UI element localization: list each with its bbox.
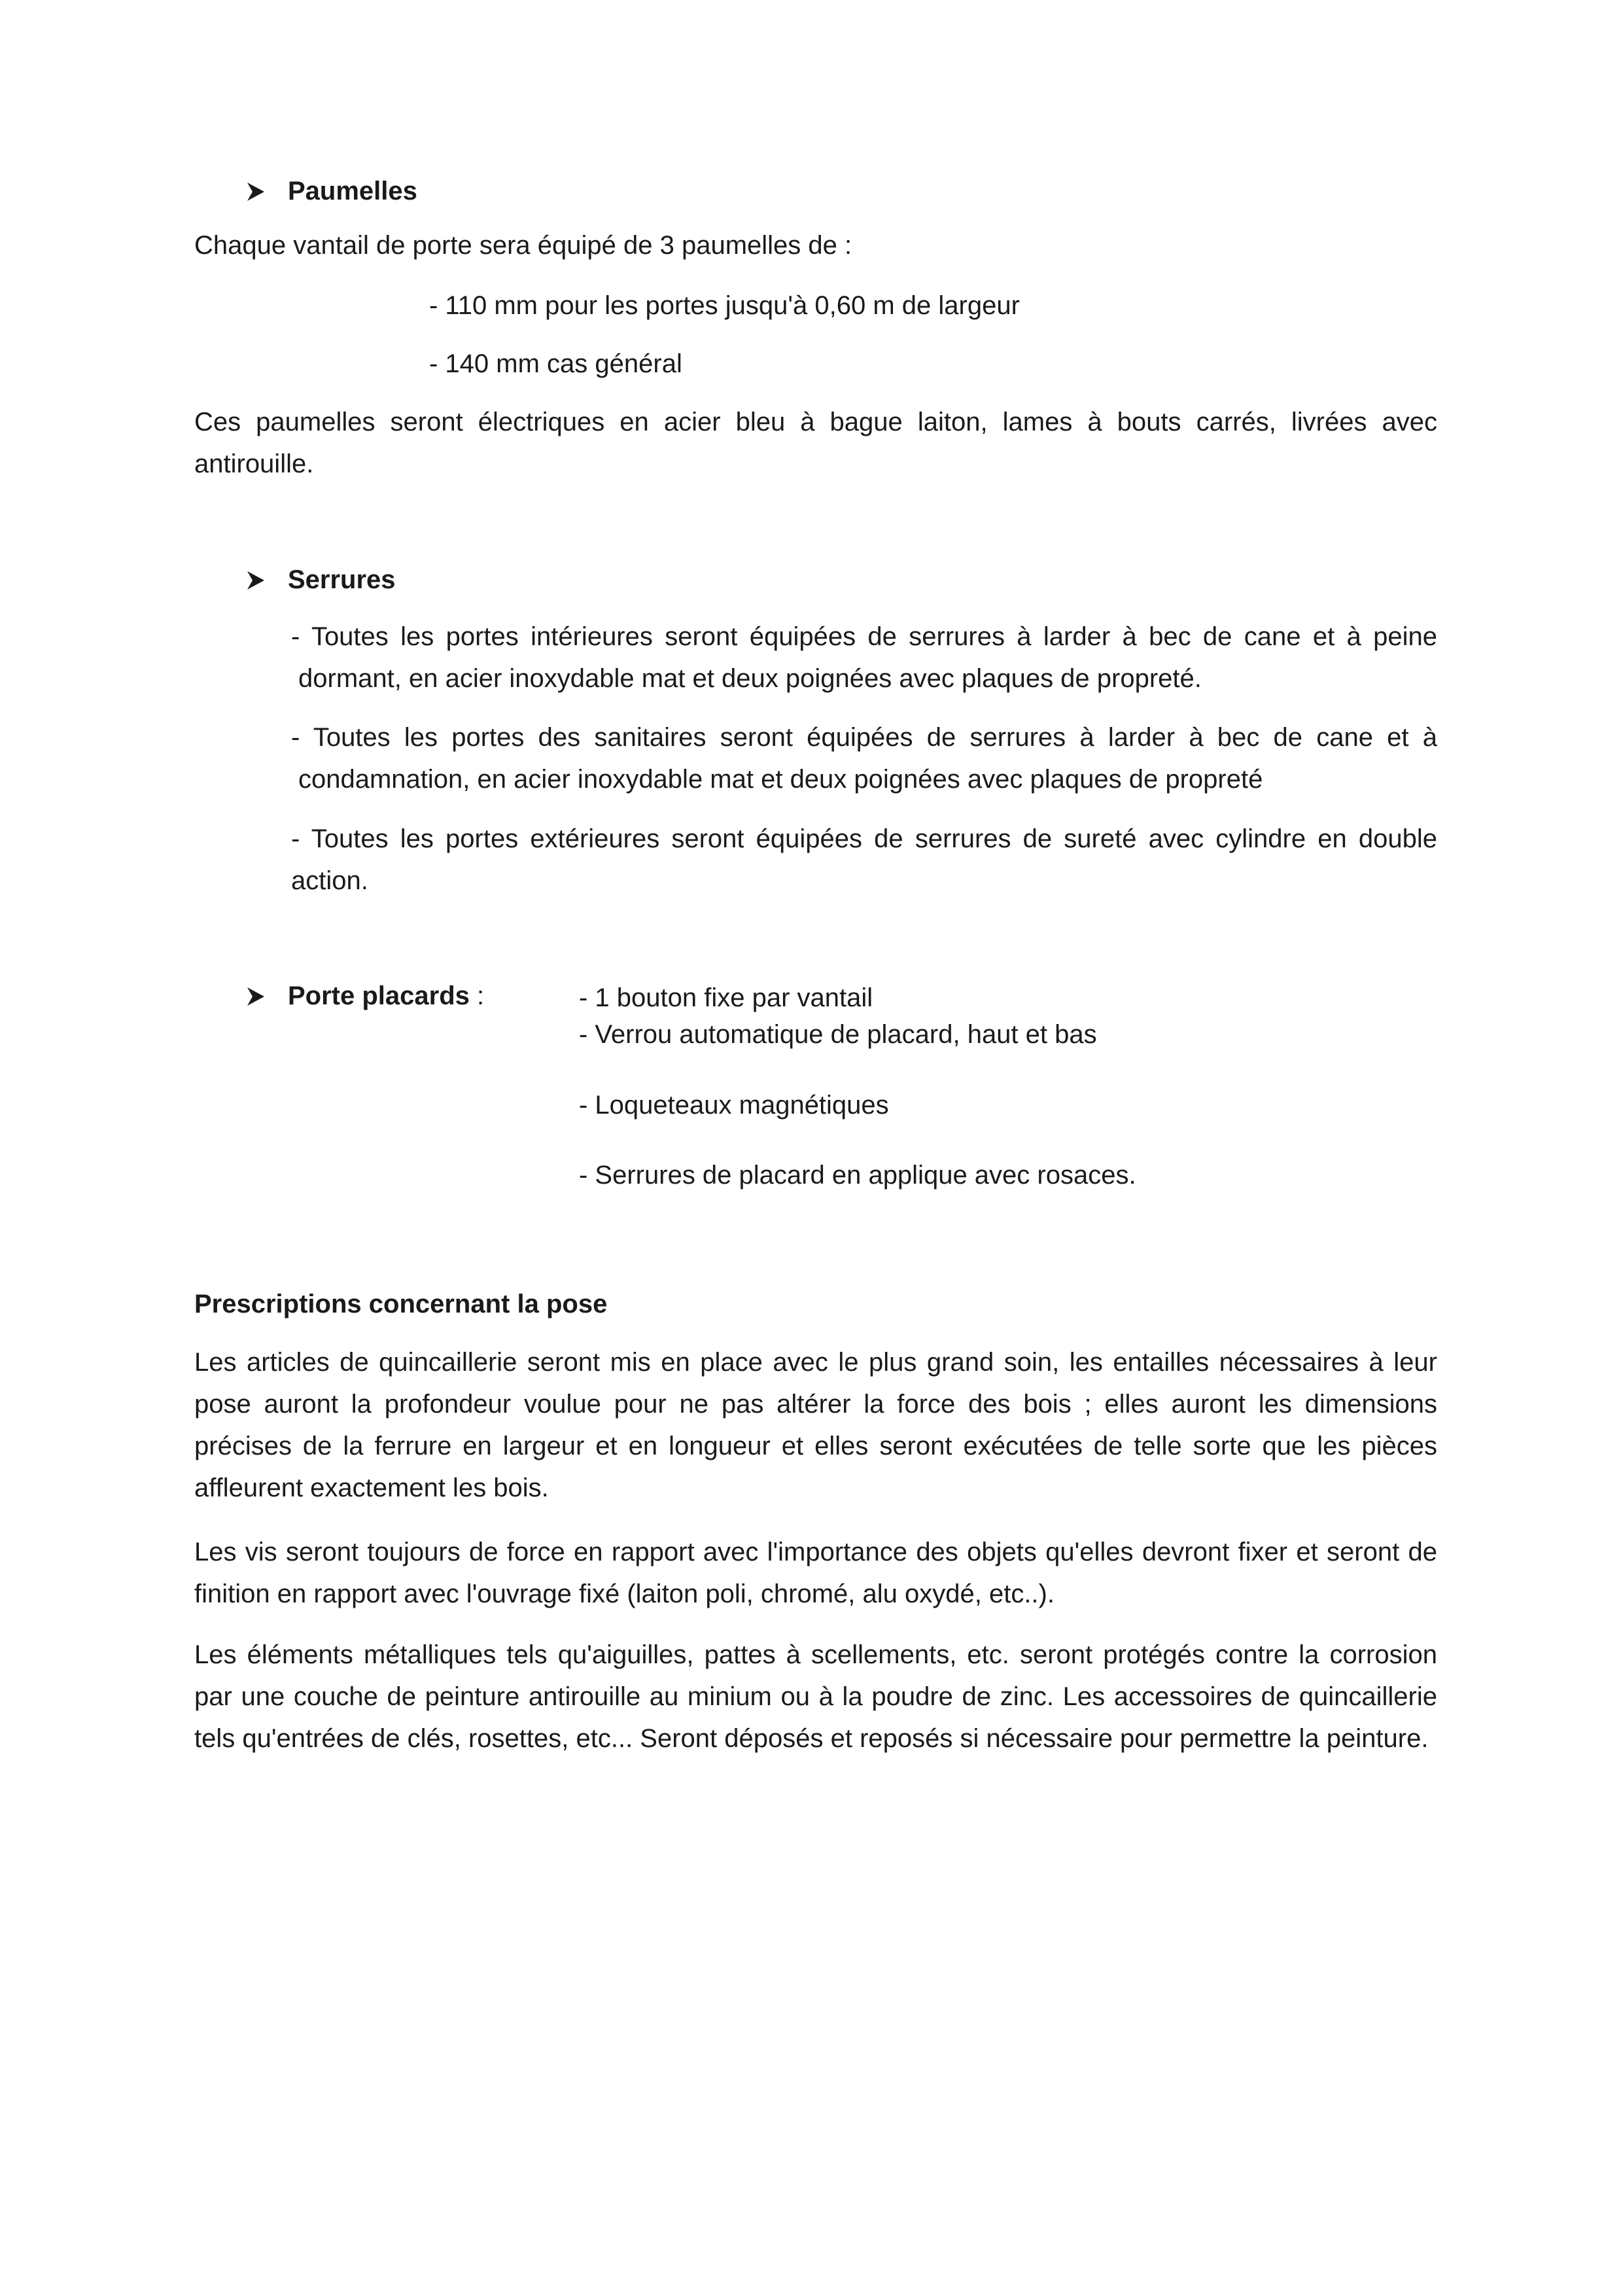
porte-placards-item-2: - Verrou automatique de placard, haut et bas <box>579 1020 1097 1049</box>
prescriptions-heading: Prescriptions concernant la pose <box>194 1290 608 1318</box>
porte-placards-item-4: - Serrures de placard en applique avec rosaces. <box>579 1161 1136 1190</box>
serrures-item-3-line-1: - Toutes les portes extérieures seront équipées de serrures de sureté avec cylindre en double <box>291 824 1437 853</box>
serrures-item-1-line-2: dormant, en acier inoxydable mat et deux poignées avec plaques de propreté. <box>298 664 1202 693</box>
serrures-heading: Serrures <box>288 565 396 594</box>
arrowhead-bullet-icon <box>246 570 266 591</box>
prescriptions-paragraph-2: Les vis seront toujours de force en rapport avec l'importance des objets qu'elles devront fixer et seront de finition en rapport avec l'ouvrage fixé (laiton poli, chromé, alu oxydé, etc..). <box>194 1538 1437 1608</box>
porte-placards-heading-row <box>246 981 484 1011</box>
porte-placards-heading: Porte placards <box>288 981 470 1010</box>
porte-placards-colon: : <box>469 981 485 1010</box>
paumelles-desc-line-2: antirouille. <box>194 450 314 478</box>
paumelles-item-2: - 140 mm cas général <box>429 349 682 378</box>
paumelles-item-1: - 110 mm pour les portes jusqu'à 0,60 m de largeur <box>429 291 1020 320</box>
serrures-item-1-line-1: - Toutes les portes intérieures seront équipées de serrures à larder à bec de cane et à peine <box>291 622 1437 651</box>
serrures-item-2-line-1: - Toutes les portes des sanitaires seront équipées de serrures à larder à bec de cane et à <box>291 723 1437 752</box>
paumelles-desc-line-1: Ces paumelles seront électriques en acier bleu à bague laiton, lames à bouts carrés, livrées avec <box>194 408 1437 436</box>
prescriptions-paragraph-3: Les éléments métalliques tels qu'aiguilles, pattes à scellements, etc. seront protégés contre la corrosion par une couche de peinture antirouille au minium ou à la poudre de zinc. Les accessoires de quincaillerie tels qu'entrées de clés, rosettes, etc... Seront déposés et reposés si nécessaire pour permettre la peinture. <box>194 1640 1437 1753</box>
arrowhead-bullet-icon <box>246 986 266 1007</box>
porte-placards-item-3: - Loqueteaux magnétiques <box>579 1091 889 1120</box>
paumelles-heading: Paumelles <box>288 177 417 205</box>
serrures-item-3-line-2: action. <box>291 866 368 895</box>
paumelles-intro: Chaque vantail de porte sera équipé de 3 paumelles de : <box>194 231 852 260</box>
serrures-item-2-line-2: condamnation, en acier inoxydable mat et deux poignées avec plaques de propreté <box>298 765 1263 794</box>
paumelles-heading-row <box>246 177 417 206</box>
arrowhead-bullet-icon <box>246 181 266 202</box>
prescriptions-paragraph-1: Les articles de quincaillerie seront mis en place avec le plus grand soin, les entailles nécessaires à leur pose auront la profondeur voulue pour ne pas altérer la force des bois ; elles auront les dimensions précises de la ferrure en largeur et en longueur et elles seront exécutées de telle sorte que les pièces affleurent exactement les bois. <box>194 1348 1437 1502</box>
serrures-heading-row <box>246 565 396 595</box>
porte-placards-item-1: - 1 bouton fixe par vantail <box>579 983 873 1012</box>
